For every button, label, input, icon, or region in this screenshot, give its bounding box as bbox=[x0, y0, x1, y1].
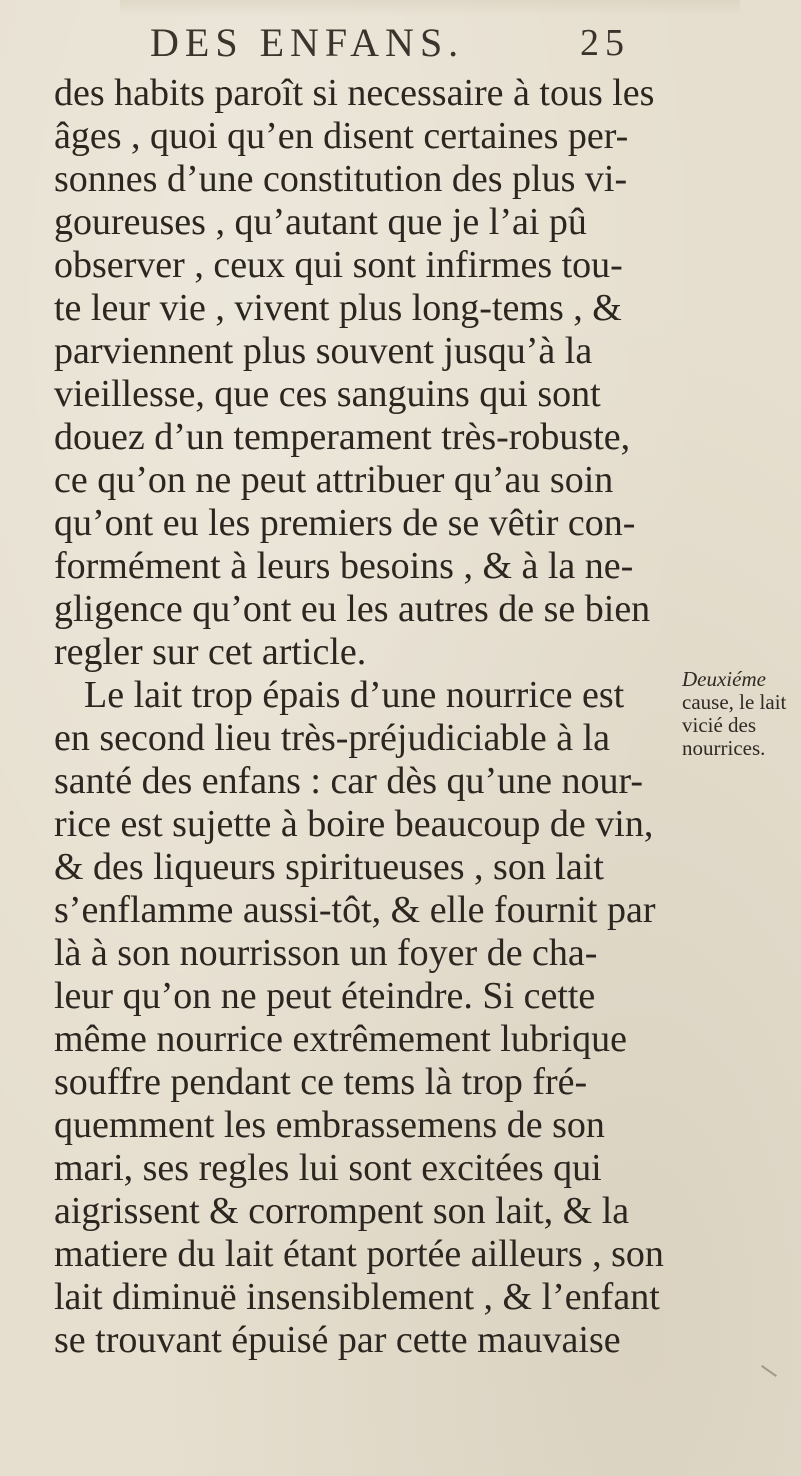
text-line: regler sur cet article. bbox=[54, 631, 367, 673]
text-line: santé des enfans : car dès qu’une nour- bbox=[54, 760, 644, 802]
text-line: formément à leurs besoins , & à la ne- bbox=[54, 545, 634, 587]
margin-note-line: vicié des bbox=[682, 713, 757, 737]
text-line: gligence qu’ont eu les autres de se bien bbox=[54, 588, 651, 630]
text-line: s’enflamme aussi-tôt, & elle fournit par bbox=[54, 889, 656, 931]
text-line: qu’ont eu les premiers de se vêtir con- bbox=[54, 502, 636, 544]
text-line: te leur vie , vivent plus long-tems , & bbox=[54, 287, 622, 329]
page-number: 25 bbox=[580, 22, 630, 64]
text-line: même nourrice extrêmement lubrique bbox=[54, 1018, 627, 1060]
text-line: aigrissent & corrompent son lait, & la bbox=[54, 1190, 630, 1232]
text-line: leur qu’on ne peut éteindre. Si cette bbox=[54, 975, 596, 1017]
running-head-title: DES ENFANS. bbox=[150, 20, 465, 65]
text-line: vieillesse, que ces sanguins qui sont bbox=[54, 373, 601, 415]
text-line: sonnes d’une constitution des plus vi- bbox=[54, 158, 628, 200]
text-line: parviennent plus souvent jusqu’à la bbox=[54, 330, 593, 372]
body-text bbox=[54, 72, 674, 1362]
text-line: là à son nourrisson un foyer de cha- bbox=[54, 932, 598, 974]
text-line: douez d’un temperament très-robuste, bbox=[54, 416, 631, 458]
text-line: observer , ceux qui sont infirmes tou- bbox=[54, 244, 623, 286]
text-line: lait diminuë insensiblement , & l’enfant bbox=[54, 1276, 660, 1318]
text-line: goureuses , qu’autant que je l’ai pû bbox=[54, 201, 587, 243]
margin-note-line: Deuxiéme bbox=[682, 667, 766, 691]
text-line: quemment les embrassemens de son bbox=[54, 1104, 605, 1146]
margin-note bbox=[682, 668, 800, 760]
page-edge-shadow bbox=[120, 0, 740, 16]
margin-note-line: nourrices. bbox=[682, 736, 766, 760]
text-line: en second lieu très-préjudiciable à la bbox=[54, 717, 611, 759]
running-head bbox=[150, 18, 630, 68]
paper-mark bbox=[761, 1365, 777, 1377]
text-line: mari, ses regles lui sont excitées qui bbox=[54, 1147, 602, 1189]
text-line: des habits paroît si necessaire à tous les bbox=[54, 72, 655, 114]
text-line: matiere du lait étant portée ailleurs , son bbox=[54, 1233, 664, 1275]
text-line: ce qu’on ne peut attribuer qu’au soin bbox=[54, 459, 614, 501]
text-line: & des liqueurs spiritueuses , son lait bbox=[54, 846, 604, 888]
paragraph-start-line: Le lait trop épais d’une nourrice est bbox=[84, 674, 625, 716]
text-line: se trouvant épuisé par cette mauvaise bbox=[54, 1319, 621, 1361]
text-line: souffre pendant ce tems là trop fré- bbox=[54, 1061, 588, 1103]
text-line: rice est sujette à boire beaucoup de vin, bbox=[54, 803, 654, 845]
margin-note-line: cause, le lait bbox=[682, 690, 787, 714]
text-line: âges , quoi qu’en disent certaines per- bbox=[54, 115, 629, 157]
